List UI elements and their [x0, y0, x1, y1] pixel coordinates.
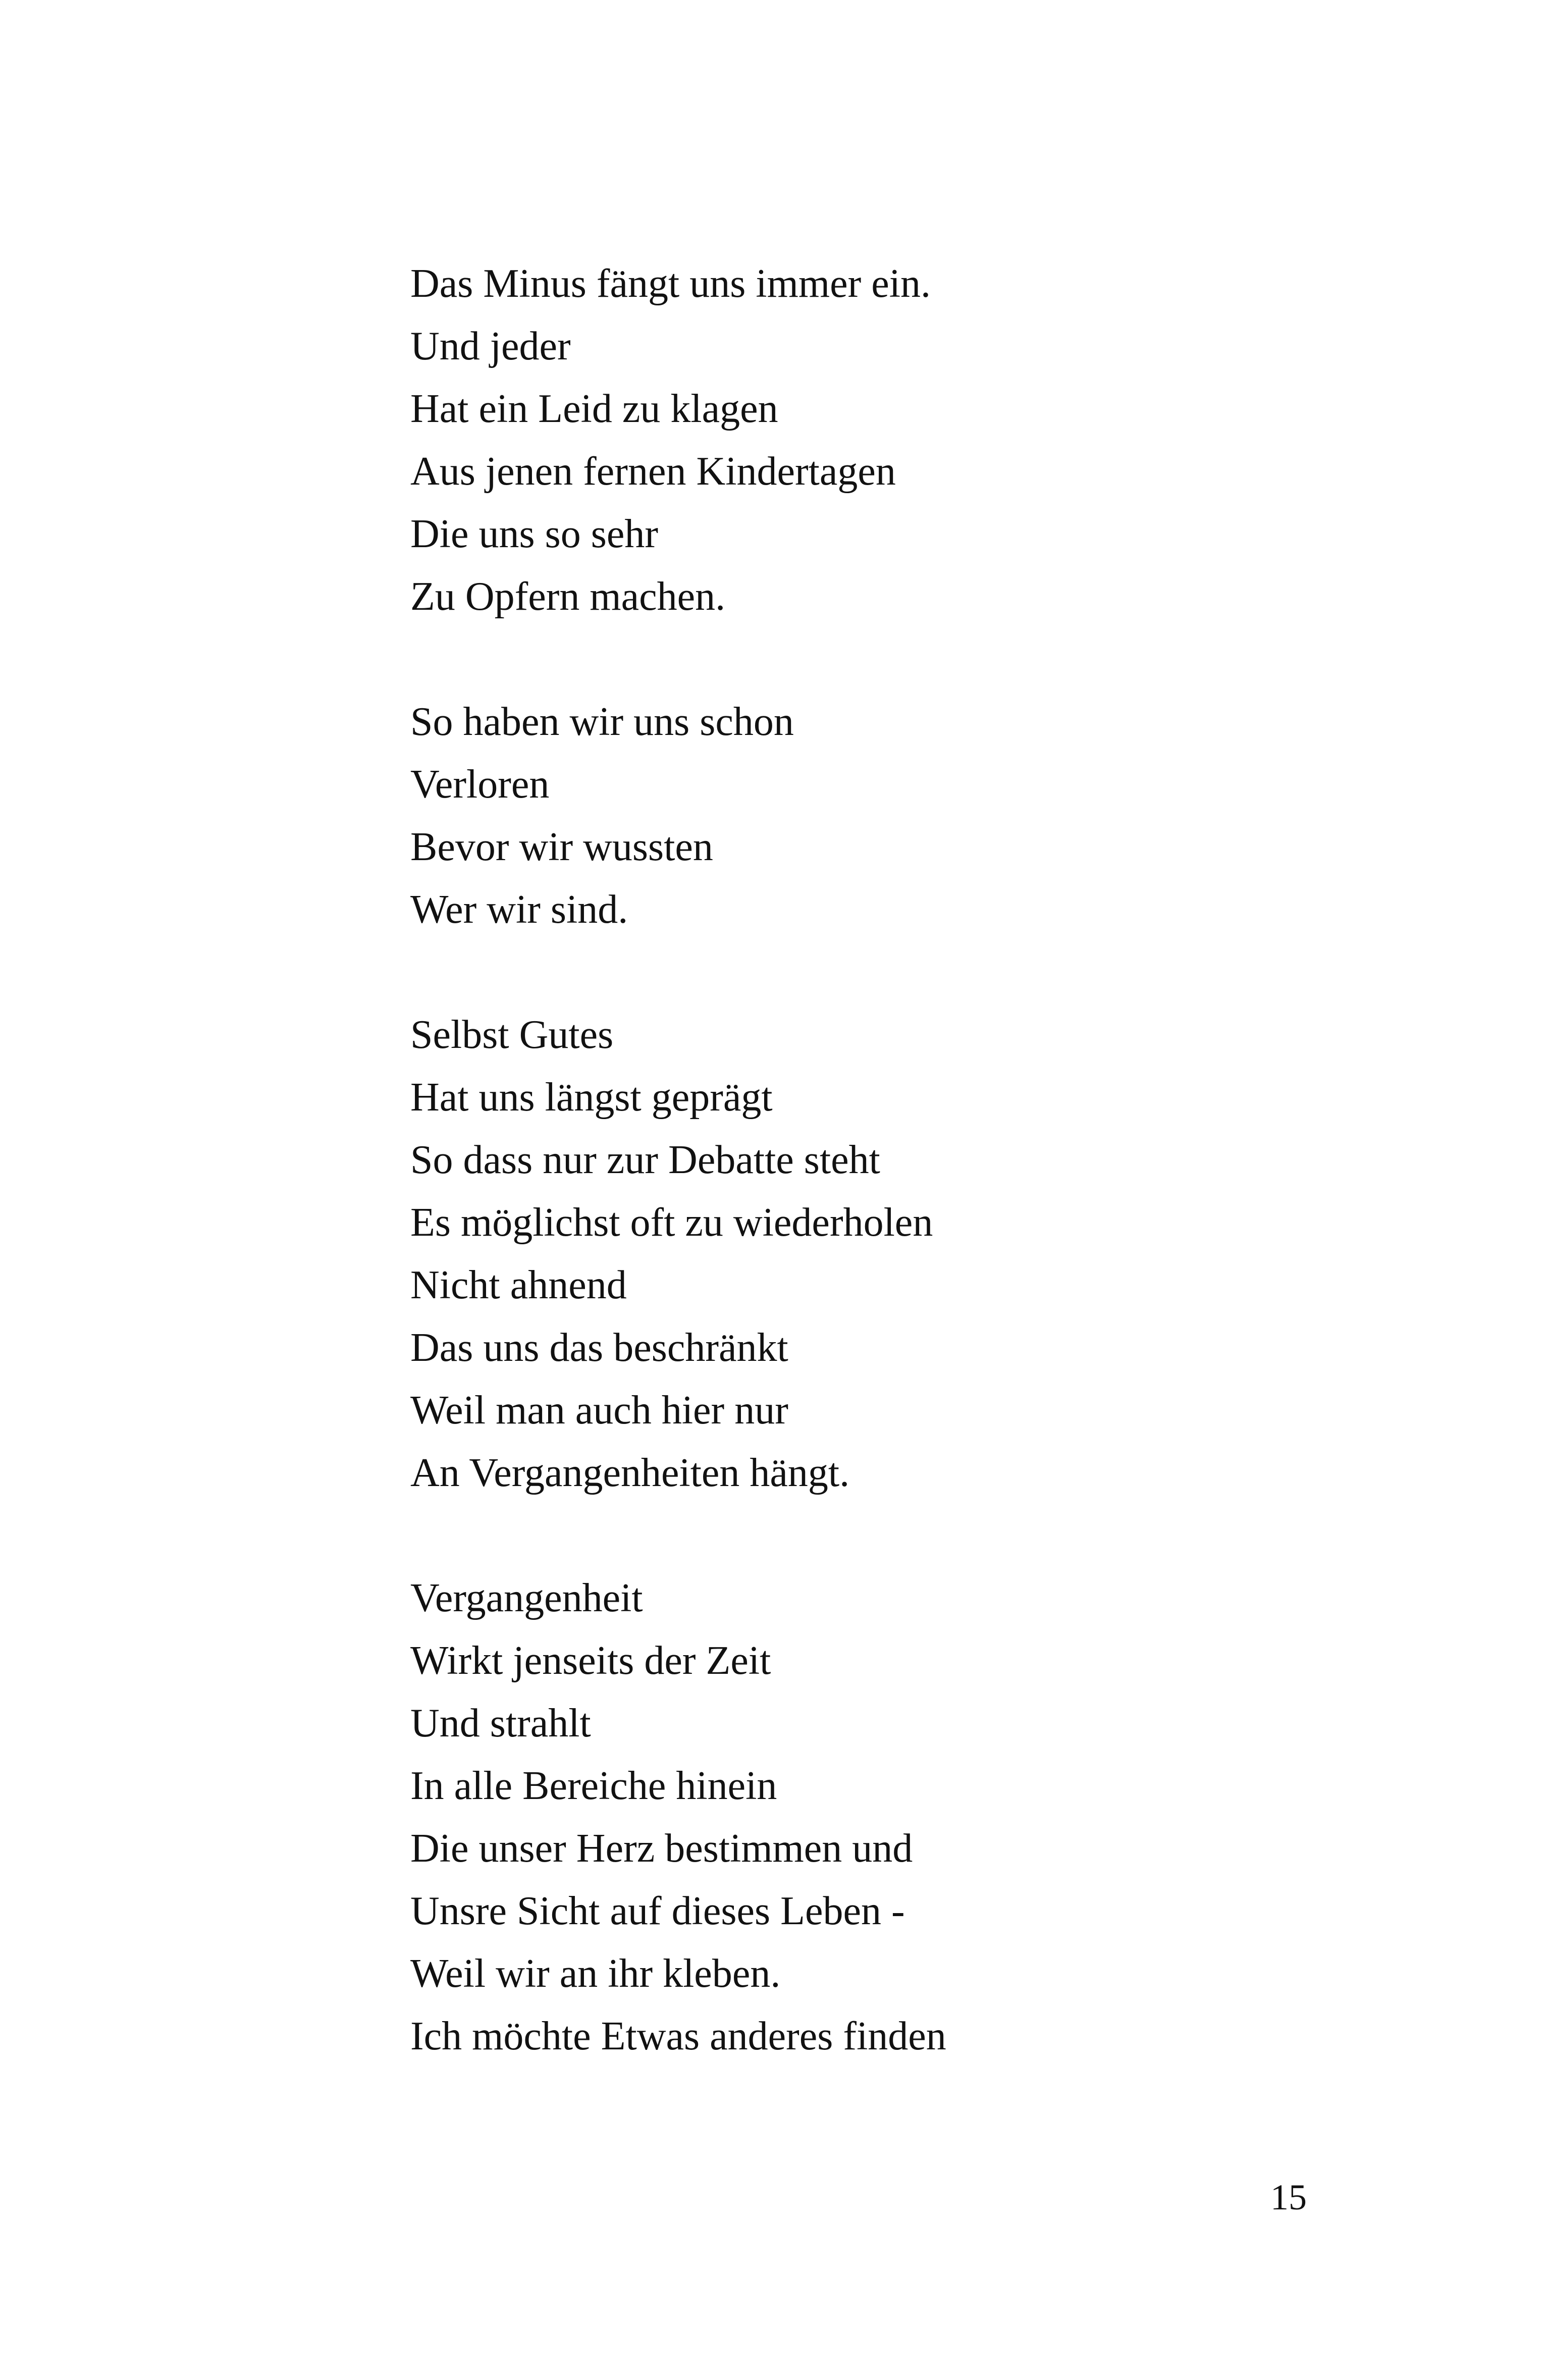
poem-line: Ich möchte Etwas anderes finden: [410, 2014, 946, 2058]
stanza-4: [410, 1567, 1369, 2068]
poem-line: Hat ein Leid zu klagen: [410, 387, 778, 431]
poem-line: An Vergangenheiten hängt.: [410, 1451, 850, 1495]
poem-line: Aus jenen fernen Kindertagen: [410, 449, 896, 494]
poem-line: Die uns so sehr: [410, 512, 659, 556]
poem-line: Weil wir an ihr kleben.: [410, 1951, 781, 1996]
stanza-2: [410, 691, 1369, 941]
poem-line: Bevor wir wussten: [410, 825, 713, 869]
poem-line: Weil man auch hier nur: [410, 1388, 788, 1433]
poem-line: Vergangenheit: [410, 1576, 643, 1620]
poem-line: Wer wir sind.: [410, 887, 628, 932]
poem-line: Das uns das beschränkt: [410, 1326, 788, 1370]
poem-line: Und jeder: [410, 324, 571, 368]
poem-line: Und strahlt: [410, 1701, 591, 1746]
stanza-1: [410, 252, 1369, 628]
poem-line: Es möglichst oft zu wiederholen: [410, 1200, 933, 1245]
poem-line: Das Minus fängt uns immer ein.: [410, 261, 931, 306]
stanza-3: [410, 1003, 1369, 1504]
poem-line: Unsre Sicht auf dieses Leben -: [410, 1889, 905, 1933]
poem-line: Verloren: [410, 762, 550, 807]
poem-line: Zu Opfern machen.: [410, 574, 726, 619]
poem-line: Hat uns längst geprägt: [410, 1075, 773, 1120]
poem-line: Die unser Herz bestimmen und: [410, 1826, 913, 1871]
poem-line: So haben wir uns schon: [410, 700, 794, 744]
poem-line: Selbst Gutes: [410, 1013, 614, 1057]
poem-line: So dass nur zur Debatte steht: [410, 1138, 880, 1182]
poem-body: [410, 252, 1369, 2068]
page-number: 15: [1270, 2177, 1307, 2217]
poem-line: In alle Bereiche hinein: [410, 1764, 777, 1808]
poem-line: Wirkt jenseits der Zeit: [410, 1638, 771, 1683]
poem-line: Nicht ahnend: [410, 1263, 627, 1307]
